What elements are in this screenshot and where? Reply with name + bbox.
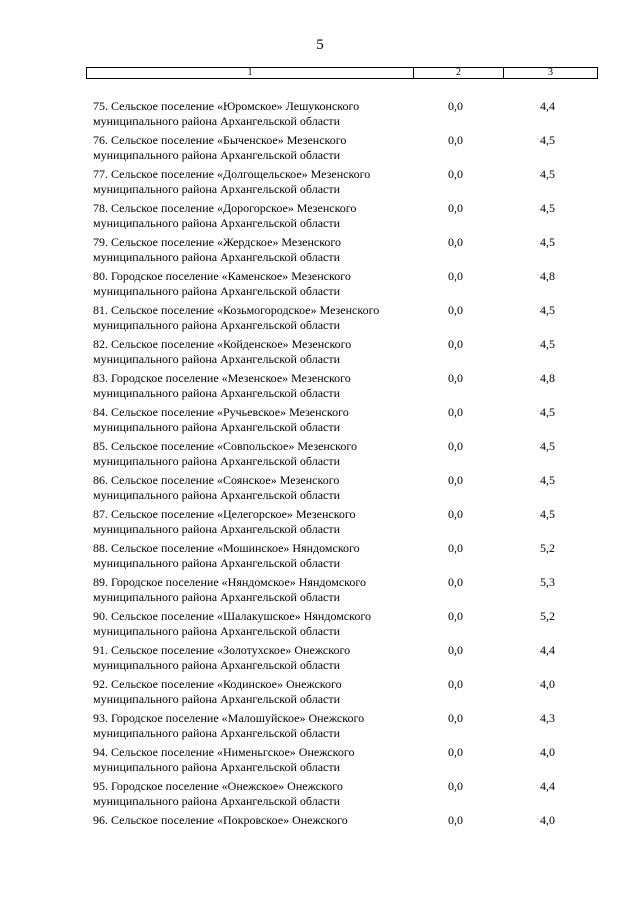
settlement-name-line-2: муниципального района Архангельской области: [93, 182, 341, 196]
column-2-value: 0,0: [448, 677, 463, 691]
table-row: [93, 99, 598, 133]
column-3-value: 4,5: [540, 405, 555, 419]
column-3-value: 4,0: [540, 813, 555, 827]
table-row: [93, 507, 598, 541]
column-3-value: 4,0: [540, 677, 555, 691]
table-row: [93, 371, 598, 405]
settlement-name: [93, 167, 413, 197]
column-3-value: 4,5: [540, 235, 555, 249]
column-3-value: 5,2: [540, 541, 555, 555]
column-3-value: 4,0: [540, 745, 555, 759]
settlement-name-line-1: 83. Городское поселение «Мезенское» Мезенского: [93, 371, 351, 385]
settlement-name: [93, 303, 413, 333]
settlement-name-line-2: муниципального района Архангельской области: [93, 726, 341, 740]
column-2-value: 0,0: [448, 371, 463, 385]
settlement-name: [93, 575, 413, 605]
column-2-value: 0,0: [448, 303, 463, 317]
settlement-name-line-1: 90. Сельское поселение «Шалакушское» Няндомского: [93, 609, 371, 623]
column-2-value: 0,0: [448, 99, 463, 113]
column-3-value: 4,5: [540, 167, 555, 181]
settlement-name-line-1: 84. Сельское поселение «Ручьевское» Мезенского: [93, 405, 349, 419]
settlement-name-line-2: муниципального района Архангельской области: [93, 454, 341, 468]
column-2-value: 0,0: [448, 575, 463, 589]
page-number: 5: [316, 37, 324, 53]
table-row: [93, 201, 598, 235]
column-2-value: 0,0: [448, 405, 463, 419]
table-row: [93, 813, 598, 847]
settlement-name: [93, 99, 413, 129]
column-3-value: 5,3: [540, 575, 555, 589]
settlement-name-line-2: муниципального района Архангельской области: [93, 488, 341, 502]
table-row: [93, 677, 598, 711]
settlement-name-line-1: 77. Сельское поселение «Долгощельское» Мезенского: [93, 167, 371, 181]
table-row: [93, 167, 598, 201]
settlement-name-line-2: муниципального района Архангельской области: [93, 352, 341, 366]
settlement-name-line-1: 95. Городское поселение «Онежское» Онежского: [93, 779, 343, 793]
settlement-name: [93, 439, 413, 469]
table-row: [93, 575, 598, 609]
table-body: [93, 99, 598, 847]
column-3-value: 4,5: [540, 201, 555, 215]
settlement-name: [93, 609, 413, 639]
table-row: [93, 745, 598, 779]
column-2-value: 0,0: [448, 643, 463, 657]
column-2-value: 0,0: [448, 541, 463, 555]
column-2-value: 0,0: [448, 235, 463, 249]
settlement-name-line-2: муниципального района Архангельской области: [93, 760, 341, 774]
settlement-name-line-1: 94. Сельское поселение «Нименьгское» Онежского: [93, 745, 355, 759]
column-3-value: 4,3: [540, 711, 555, 725]
settlement-name: [93, 371, 413, 401]
settlement-name-line-1: 96. Сельское поселение «Покровское» Онежского: [93, 813, 348, 827]
column-header-3: 3: [548, 67, 553, 78]
settlement-name: [93, 235, 413, 265]
settlement-name-line-1: 76. Сельское поселение «Быченское» Мезенского: [93, 133, 347, 147]
table-row: [93, 779, 598, 813]
column-2-value: 0,0: [448, 269, 463, 283]
settlement-name-line-2: муниципального района Архангельской области: [93, 148, 341, 162]
settlement-name-line-2: муниципального района Архангельской области: [93, 522, 341, 536]
settlement-name-line-1: 91. Сельское поселение «Золотухское» Онежского: [93, 643, 351, 657]
settlement-name-line-1: 88. Сельское поселение «Мошинское» Няндомского: [93, 541, 360, 555]
settlement-name-line-2: муниципального района Архангельской области: [93, 590, 341, 604]
settlement-name: [93, 813, 413, 828]
settlement-name: [93, 133, 413, 163]
column-2-value: 0,0: [448, 745, 463, 759]
column-header-2: 2: [414, 68, 504, 78]
table-row: [93, 303, 598, 337]
table-row: [93, 711, 598, 745]
column-3-value: 4,5: [540, 303, 555, 317]
settlement-name-line-2: муниципального района Архангельской области: [93, 216, 341, 230]
settlement-name-line-2: муниципального района Архангельской области: [93, 556, 341, 570]
settlement-name-line-2: муниципального района Архангельской области: [93, 624, 341, 638]
settlement-name-line-1: 92. Сельское поселение «Кодинское» Онежского: [93, 677, 342, 691]
column-3-value: 4,5: [540, 507, 555, 521]
settlement-name-line-2: муниципального района Архангельской области: [93, 658, 341, 672]
column-3-value: 4,8: [540, 371, 555, 385]
table-row: [93, 439, 598, 473]
column-2-value: 0,0: [448, 507, 463, 521]
column-2-value: 0,0: [448, 167, 463, 181]
column-header-1: 1: [87, 68, 414, 78]
table-row: [93, 405, 598, 439]
settlement-name-line-2: муниципального района Архангельской области: [93, 318, 341, 332]
table-row: [93, 541, 598, 575]
settlement-name-line-1: 87. Сельское поселение «Целегорское» Мезенского: [93, 507, 356, 521]
settlement-name: [93, 405, 413, 435]
column-3-value: 4,5: [540, 337, 555, 351]
settlement-name-line-1: 79. Сельское поселение «Жердское» Мезенского: [93, 235, 342, 249]
settlement-name-line-2: муниципального района Архангельской области: [93, 250, 341, 264]
settlement-name-line-1: 81. Сельское поселение «Козьмогородское» Мезенского: [93, 303, 380, 317]
column-3-value: 5,2: [540, 609, 555, 623]
table-row: [93, 235, 598, 269]
column-2-value: 0,0: [448, 779, 463, 793]
table-row: [93, 473, 598, 507]
settlement-name-line-1: 80. Городское поселение «Каменское» Мезенского: [93, 269, 351, 283]
settlement-name-line-1: 85. Сельское поселение «Совпольское» Мезенского: [93, 439, 358, 453]
settlement-name-line-2: муниципального района Архангельской области: [93, 284, 341, 298]
column-3-value: 4,5: [540, 473, 555, 487]
column-2-value: 0,0: [448, 609, 463, 623]
column-3-value: 4,4: [540, 99, 555, 113]
settlement-name: [93, 541, 413, 571]
settlement-name-line-1: 86. Сельское поселение «Соянское» Мезенского: [93, 473, 340, 487]
settlement-name: [93, 779, 413, 809]
settlement-name: [93, 643, 413, 673]
settlement-name-line-2: муниципального района Архангельской области: [93, 794, 341, 808]
settlement-name-line-1: 89. Городское поселение «Няндомское» Няндомского: [93, 575, 367, 589]
column-3-value: 4,5: [540, 133, 555, 147]
table-row: [93, 609, 598, 643]
settlement-name: [93, 201, 413, 231]
column-3-value: 4,4: [540, 643, 555, 657]
column-3-value: 4,4: [540, 779, 555, 793]
settlement-name: [93, 269, 413, 299]
settlement-name-line-1: 93. Городское поселение «Малошуйское» Онежского: [93, 711, 365, 725]
column-2-value: 0,0: [448, 473, 463, 487]
settlement-name-line-2: муниципального района Архангельской области: [93, 692, 341, 706]
column-3-value: 4,5: [540, 439, 555, 453]
table-row: [93, 337, 598, 371]
settlement-name: [93, 507, 413, 537]
settlement-name-line-1: 78. Сельское поселение «Дорогорское» Мезенского: [93, 201, 357, 215]
column-2-value: 0,0: [448, 813, 463, 827]
settlement-name: [93, 745, 413, 775]
column-2-value: 0,0: [448, 133, 463, 147]
column-2-value: 0,0: [448, 337, 463, 351]
table-row: [93, 643, 598, 677]
column-2-value: 0,0: [448, 201, 463, 215]
settlement-name: [93, 337, 413, 367]
table-row: [93, 133, 598, 167]
column-2-value: 0,0: [448, 439, 463, 453]
settlement-name-line-2: муниципального района Архангельской области: [93, 114, 341, 128]
settlement-name-line-2: муниципального района Архангельской области: [93, 386, 341, 400]
table-row: [93, 269, 598, 303]
settlement-name-line-2: муниципального района Архангельской области: [93, 420, 341, 434]
settlement-name: [93, 711, 413, 741]
table-column-header: [86, 67, 598, 79]
settlement-name-line-1: 82. Сельское поселение «Койденское» Мезенского: [93, 337, 352, 351]
settlement-name: [93, 677, 413, 707]
column-2-value: 0,0: [448, 711, 463, 725]
settlement-name: [93, 473, 413, 503]
column-3-value: 4,8: [540, 269, 555, 283]
settlement-name-line-1: 75. Сельское поселение «Юромское» Лешуконского: [93, 99, 360, 113]
